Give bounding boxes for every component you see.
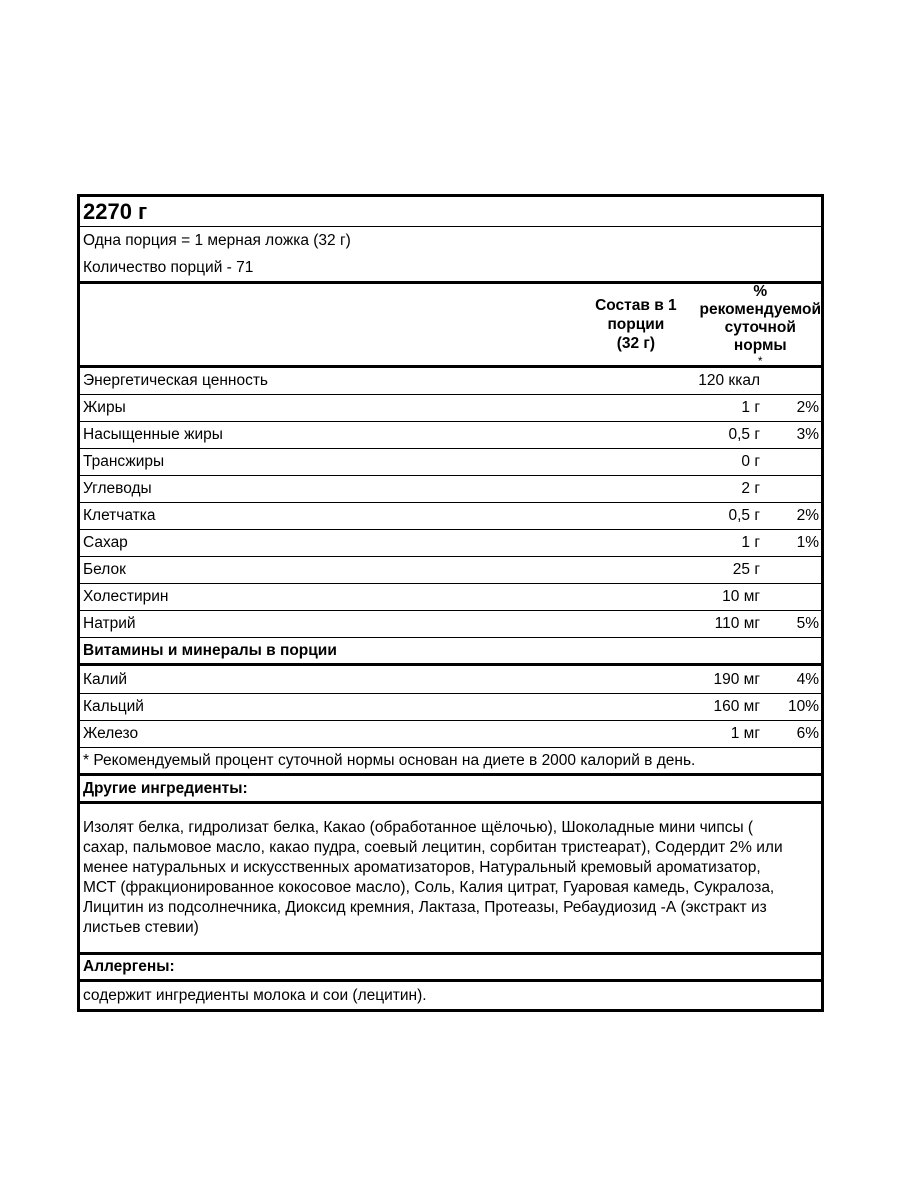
nutrient-name: Углеводы <box>83 480 152 497</box>
nutrient-amount: 120 ккал <box>698 372 760 389</box>
net-weight: 2270 г <box>83 198 148 224</box>
vitamin-dv: 10% <box>787 698 819 715</box>
ingredients-line: листьев стевии) <box>83 919 199 936</box>
allergens-row <box>80 982 821 1009</box>
nutrient-name: Холестирин <box>83 588 169 605</box>
nutrient-name: Белок <box>83 561 126 578</box>
header-blank <box>80 284 535 365</box>
dv-header-line: рекомендуемой <box>699 300 821 318</box>
nutrient-name: Натрий <box>83 615 136 632</box>
ingredients-line: МСТ (фракционированное кокосовое масло), Соль, Калия цитрат, Гуаровая камедь, Сукралоза, <box>83 879 775 896</box>
nutrient-amount: 1 г <box>741 399 760 416</box>
nutrient-name: Жиры <box>83 399 126 416</box>
vitamin-name: Железо <box>83 725 139 742</box>
nutrient-dv <box>766 476 821 502</box>
nutrient-amount: 0,5 г <box>728 426 760 443</box>
vitamins-heading-row <box>80 638 821 666</box>
nutrient-amount: 110 мг <box>714 615 760 632</box>
table-row <box>80 449 821 476</box>
table-row <box>80 422 821 449</box>
table-row <box>80 395 821 422</box>
allergens-heading-row <box>80 955 821 982</box>
nutrient-dv: 1% <box>796 534 819 551</box>
serving-info <box>80 227 821 284</box>
vitamin-amount: 160 мг <box>713 698 760 715</box>
nutrient-dv: 3% <box>796 426 819 443</box>
vitamin-amount: 190 мг <box>713 670 760 688</box>
table-row <box>80 476 821 503</box>
ingredients-line: сахар, пальмовое масло, какао пудра, соевый лецитин, сорбитан тристеарат), Содердит 2% или <box>83 839 783 856</box>
vitamin-amount: 1 мг <box>730 725 760 742</box>
table-row <box>80 557 821 584</box>
nutrition-facts-panel <box>77 194 824 1012</box>
nutrient-amount: 2 г <box>741 480 760 497</box>
nutrient-dv <box>766 449 821 475</box>
nutrient-name: Насыщенные жиры <box>83 426 223 443</box>
allergens-heading: Аллергены: <box>83 958 175 975</box>
amount-header-line: Состав в 1 <box>595 297 677 314</box>
other-ingredients-heading-row <box>80 776 821 804</box>
table-row <box>80 584 821 611</box>
nutrients-table <box>80 368 821 638</box>
table-row <box>80 721 821 748</box>
table-row <box>80 530 821 557</box>
dv-header-line: суточной нормы <box>724 318 796 354</box>
weight-row <box>80 197 821 227</box>
nutrient-amount: 10 мг <box>722 588 760 605</box>
nutrient-dv <box>766 368 821 394</box>
vitamin-dv: 6% <box>796 725 819 742</box>
nutrient-name: Сахар <box>83 534 128 551</box>
nutrient-dv <box>766 557 821 583</box>
servings-count: Количество порций - 71 <box>83 258 254 276</box>
nutrient-dv: 2% <box>796 399 819 416</box>
ingredients-line: Лицитин из подсолнечника, Диоксид кремния, Лактаза, Протеазы, Ребаудиозид -А (экстракт из <box>83 899 767 916</box>
other-ingredients-text <box>80 804 786 952</box>
nutrient-dv: 5% <box>796 615 819 632</box>
table-row <box>80 666 821 694</box>
vitamins-table <box>80 666 821 748</box>
dv-header-asterisk: * <box>757 353 763 368</box>
vitamin-name: Кальций <box>83 698 144 715</box>
nutrient-dv: 2% <box>796 507 819 524</box>
table-row <box>80 694 821 721</box>
other-ingredients-heading: Другие ингредиенты: <box>83 779 248 797</box>
vitamins-heading: Витамины и минералы в порции <box>83 641 337 659</box>
allergens-text: содержит ингредиенты молока и сои (лецитин). <box>83 986 427 1004</box>
column-header-row <box>80 284 821 368</box>
dv-column-header <box>697 282 821 368</box>
other-ingredients-row <box>80 804 821 955</box>
footnote-row <box>80 748 821 776</box>
vitamin-dv: 4% <box>796 670 819 688</box>
nutrient-amount: 1 г <box>741 534 760 551</box>
nutrient-name: Энергетическая ценность <box>83 372 268 389</box>
nutrient-dv <box>766 584 821 610</box>
table-row <box>80 503 821 530</box>
amount-header-line: порции <box>607 316 665 333</box>
dv-header-line: % <box>753 282 768 300</box>
nutrient-name: Клетчатка <box>83 507 156 524</box>
table-row <box>80 368 821 395</box>
vitamin-name: Калий <box>83 670 128 688</box>
ingredients-line: менее натуральных и искусственных ароматизаторов, Натуральный кремовый ароматизатор, <box>83 859 761 876</box>
nutrient-name: Трансжиры <box>83 453 165 470</box>
ingredients-line: Изолят белка, гидролизат белка, Какао (обработанное щёлочью), Шоколадные мини чипсы ( <box>83 819 754 836</box>
table-row <box>80 611 821 638</box>
amount-column-header <box>535 284 696 365</box>
nutrient-amount: 0,5 г <box>728 507 760 524</box>
nutrient-amount: 0 г <box>741 453 760 470</box>
amount-header-line: (32 г) <box>616 335 656 352</box>
serving-size: Одна порция = 1 мерная ложка (32 г) <box>83 231 351 249</box>
nutrient-amount: 25 г <box>732 561 760 578</box>
footnote: * Рекомендуемый процент суточной нормы основан на диете в 2000 калорий в день. <box>83 751 696 769</box>
